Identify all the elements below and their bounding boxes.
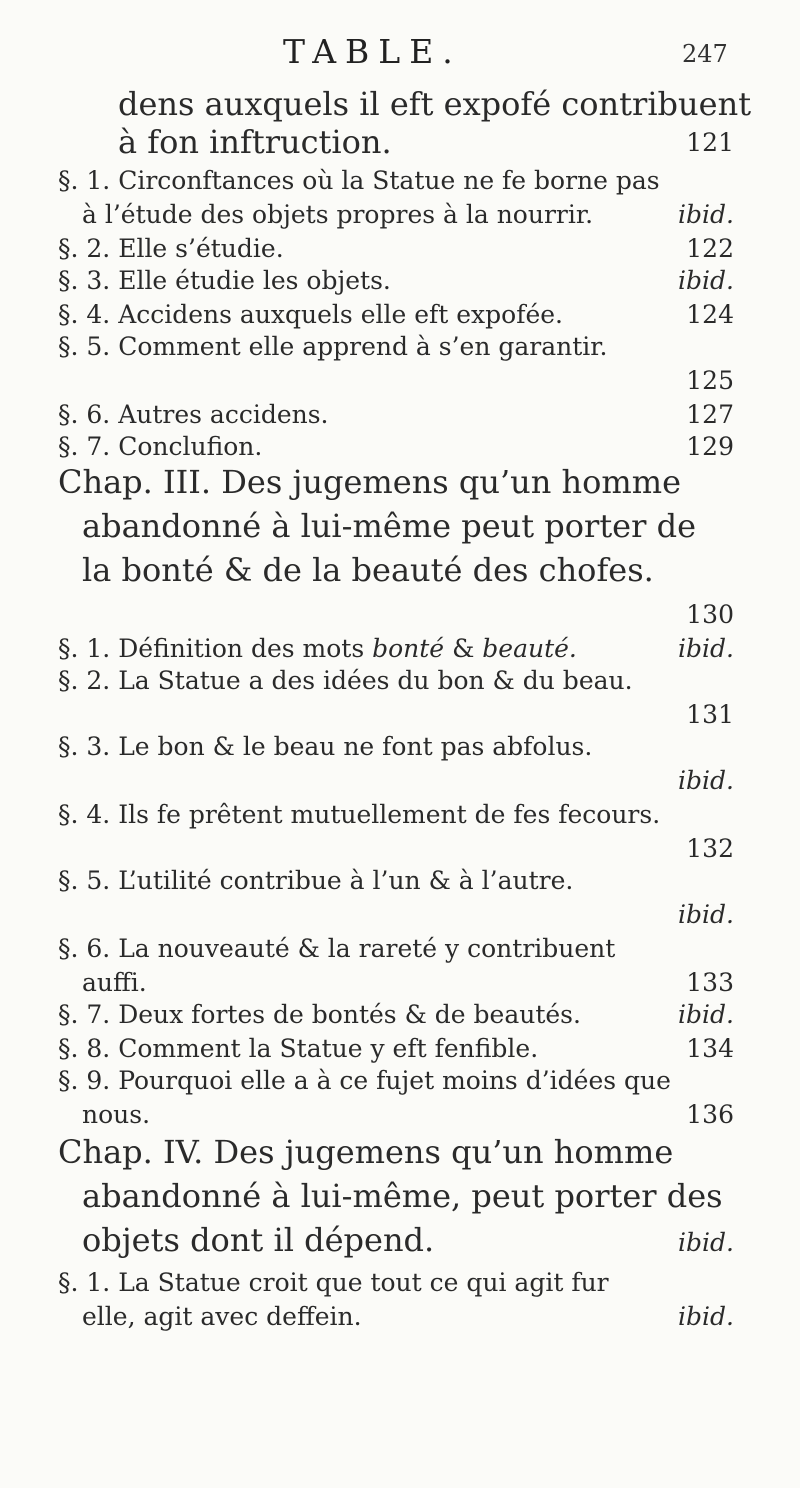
chapter-heading: abandonné à lui-même, peut porter des <box>82 1177 723 1215</box>
chapter-heading: Chap. IV. Des jugemens qu’un homme <box>58 1133 674 1171</box>
page-ref: 124 <box>686 300 734 329</box>
page-ref: 129 <box>686 432 734 461</box>
page-ref: 136 <box>686 1100 734 1129</box>
section-entry: §. 1. La Statue croit que tout ce qui agit fur <box>58 1268 609 1297</box>
chapter-heading: objets dont il dépend. <box>82 1221 435 1259</box>
chapter-heading: Chap. III. Des jugemens qu’un homme <box>58 463 682 501</box>
page-ref: ibid. <box>678 766 734 795</box>
page-ref: ibid. <box>678 200 734 229</box>
page-ref: 121 <box>686 128 734 157</box>
section-entry: §. 4. Ils fe prêtent mutuellement de fes fecours. <box>58 800 661 829</box>
page-ref: ibid. <box>678 900 734 929</box>
chapter-heading: la bonté & de la beauté des chofes. <box>82 551 654 589</box>
section-entry <box>58 634 577 664</box>
page-ref: 131 <box>686 700 734 729</box>
page-ref: ibid. <box>678 1228 734 1257</box>
entry-text: & <box>452 634 475 663</box>
page-ref: 125 <box>686 366 734 395</box>
entry-term: beauté. <box>482 634 577 663</box>
section-entry: §. 8. Comment la Statue y eft fenfible. <box>58 1034 539 1063</box>
entry-line: à fon inftruction. <box>118 123 392 161</box>
section-entry: §. 5. L’utilité contribue à l’un & à l’autre. <box>58 866 574 895</box>
section-entry: §. 9. Pourquoi elle a à ce fujet moins d’idées que <box>58 1066 671 1095</box>
page-ref: ibid. <box>678 634 734 663</box>
chapter-heading: abandonné à lui-même peut porter de <box>82 507 696 545</box>
section-entry: à l’étude des objets propres à la nourrir. <box>82 200 594 229</box>
section-entry: §. 7. Conclufion. <box>58 432 263 461</box>
section-entry: auffi. <box>82 968 147 997</box>
page-ref: 122 <box>686 234 734 263</box>
page-ref: 134 <box>686 1034 734 1063</box>
section-entry: §. 6. La nouveauté & la rareté y contribuent <box>58 934 616 963</box>
section-entry: §. 7. Deux fortes de bontés & de beautés. <box>58 1000 581 1029</box>
section-entry: elle, agit avec deffein. <box>82 1302 362 1331</box>
page-ref: ibid. <box>678 1000 734 1029</box>
section-entry: §. 3. Elle étudie les objets. <box>58 266 391 295</box>
section-entry: §. 2. La Statue a des idées du bon & du beau. <box>58 666 633 695</box>
section-entry: nous. <box>82 1100 151 1129</box>
section-entry: §. 2. Elle s’étudie. <box>58 234 284 263</box>
page-header <box>0 32 800 82</box>
page-ref: 132 <box>686 834 734 863</box>
page-ref: 130 <box>686 600 734 629</box>
running-title: TABLE. <box>283 32 462 71</box>
section-entry: §. 3. Le bon & le beau ne font pas abfolus. <box>58 732 593 761</box>
page-number: 247 <box>682 40 728 68</box>
entry-line: dens auxquels il eft expofé contribuent <box>118 85 752 123</box>
section-entry: §. 1. Circonftances où la Statue ne fe borne pas <box>58 166 660 195</box>
entry-text: §. 1. Définition des mots <box>58 634 365 663</box>
page-ref: 127 <box>686 400 734 429</box>
section-entry: §. 6. Autres accidens. <box>58 400 329 429</box>
entry-term: bonté <box>372 634 445 663</box>
page-ref: ibid. <box>678 266 734 295</box>
page-ref: ibid. <box>678 1302 734 1331</box>
section-entry: §. 4. Accidens auxquels elle eft expofée. <box>58 300 564 329</box>
section-entry: §. 5. Comment elle apprend à s’en garantir. <box>58 332 608 361</box>
page-ref: 133 <box>686 968 734 997</box>
